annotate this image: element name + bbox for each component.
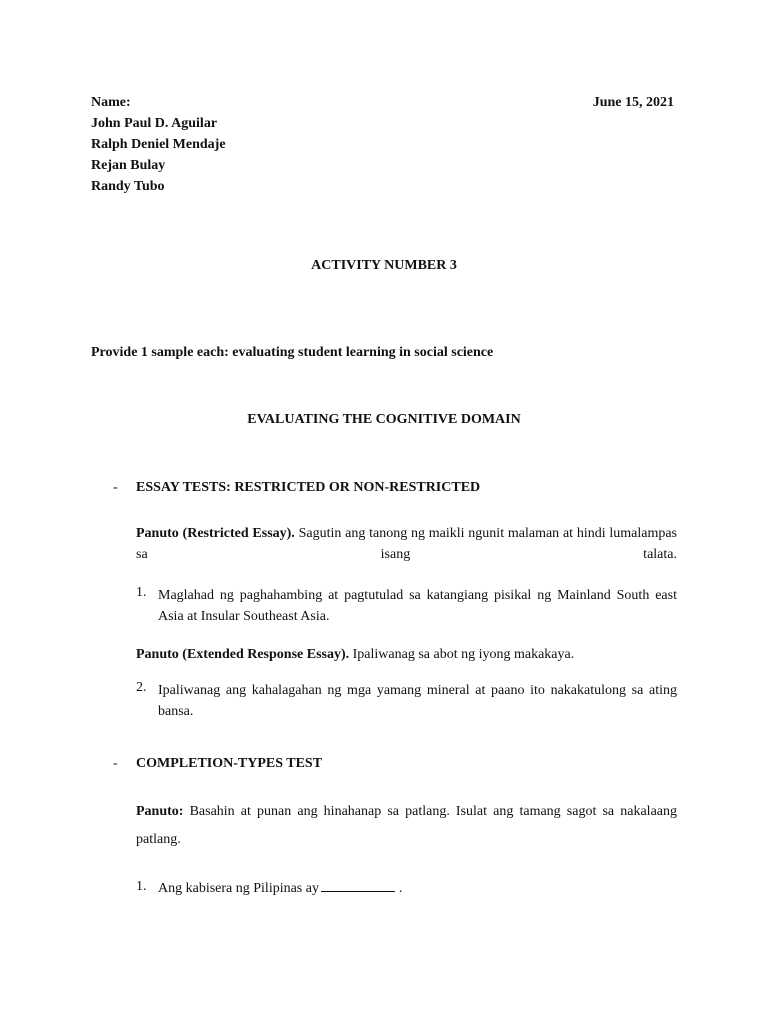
member-name: Rejan Bulay <box>91 158 166 173</box>
essay-item-2-text: Ipaliwanag ang kahalagahan ng mga yamang mineral at paano ito nakakatulong sa ating bansa. <box>158 683 677 719</box>
completion-item-1-text: Ang kabisera ng Pilipinas ay <box>158 881 319 896</box>
document-date: June 15, 2021 <box>592 95 674 110</box>
item-number: 1. <box>136 585 147 600</box>
answer-blank <box>321 879 395 892</box>
completion-item-1-end: . <box>398 881 403 896</box>
essay-item-1-text: Maglahad ng paghahambing at pagtutulad sa katangiang pisikal ng Mainland South east Asia at Insular Southeast Asia. <box>158 588 677 624</box>
completion-item-1 <box>158 879 402 897</box>
group-members-block <box>91 92 226 197</box>
activity-instruction: Provide 1 sample each: evaluating student learning in social science <box>91 345 494 360</box>
member-name: Ralph Deniel Mendaje <box>91 137 226 152</box>
name-label: Name: <box>91 95 131 110</box>
restricted-essay-directions <box>136 523 677 565</box>
section-heading: EVALUATING THE COGNITIVE DOMAIN <box>247 412 521 427</box>
restricted-essay-label: Panuto (Restricted Essay). <box>136 526 295 541</box>
item-number: 1. <box>136 879 147 894</box>
completion-test-heading: COMPLETION-TYPES TEST <box>136 756 323 771</box>
extended-essay-label: Panuto (Extended Response Essay). <box>136 647 350 662</box>
member-name: Randy Tubo <box>91 179 165 194</box>
bullet-dash: - <box>113 480 118 495</box>
bullet-dash: - <box>113 756 118 771</box>
item-number: 2. <box>136 680 147 695</box>
member-name: John Paul D. Aguilar <box>91 116 218 131</box>
restricted-essay-text: Sagutin ang tanong ng maikli ngunit malaman at hindi lumalampas sa isang talata. <box>136 526 678 562</box>
extended-essay-directions <box>136 647 574 663</box>
completion-panuto-text: Basahin at punan ang hinahanap sa patlang. Isulat ang tamang sagot sa nakalaang patlang. <box>136 804 677 847</box>
extended-essay-text: Ipaliwanag sa abot ng iyong makakaya. <box>352 647 575 662</box>
essay-tests-heading: ESSAY TESTS: RESTRICTED OR NON-RESTRICTED <box>136 480 481 495</box>
completion-directions <box>136 798 677 854</box>
activity-title: ACTIVITY NUMBER 3 <box>311 258 457 273</box>
completion-panuto-label: Panuto: <box>136 804 184 819</box>
